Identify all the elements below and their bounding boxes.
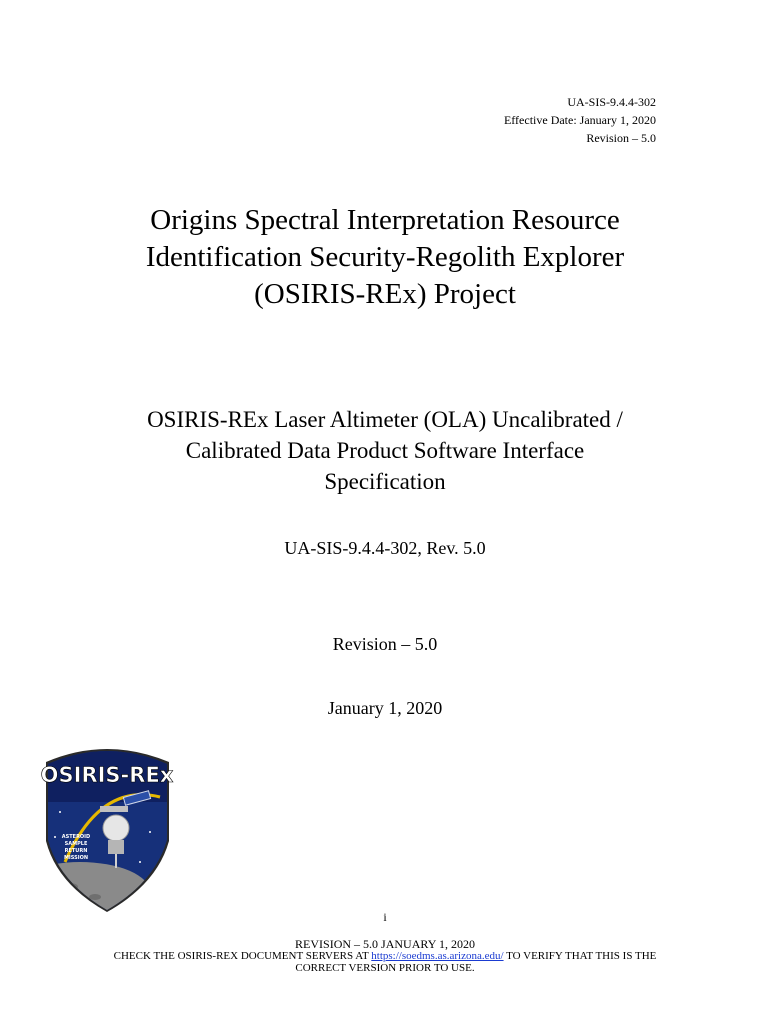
title-line-1: Origins Spectral Interpretation Resource: [150, 204, 620, 236]
header-effective-date: Effective Date: January 1, 2020: [503, 113, 656, 127]
revision-label: Revision – 5.0: [332, 634, 438, 654]
title-line-3: (OSIRIS-REx) Project: [254, 278, 516, 310]
logo-title: OSIRIS-REx: [40, 763, 174, 787]
logo-mission-line-1: ASTEROID: [61, 834, 91, 840]
footer-revision-line: REVISION – 5.0 JANUARY 1, 2020: [295, 937, 475, 951]
document-number: UA-SIS-9.4.4-302, Rev. 5.0: [284, 538, 486, 558]
footer-check-line: [0, 950, 770, 962]
logo-mission-line-3: RETURN: [64, 848, 88, 854]
footer-check-prefix: CHECK THE OSIRIS-REX DOCUMENT SERVERS AT: [113, 950, 372, 962]
osiris-rex-mission-logo: [40, 742, 175, 912]
document-title: [0, 202, 770, 313]
document-date: January 1, 2020: [327, 698, 443, 718]
logo-mission-line-4: MISSION: [63, 855, 89, 861]
logo-mission-line-2: SAMPLE: [64, 841, 88, 847]
page-footer: [0, 938, 770, 974]
footer-check-suffix: TO VERIFY THAT THIS IS THE: [503, 950, 657, 962]
page-number: i: [383, 910, 387, 924]
subtitle-line-2: Calibrated Data Product Software Interface: [185, 438, 585, 463]
document-subtitle: [0, 404, 770, 497]
header-revision: Revision – 5.0: [586, 131, 656, 145]
footer-verify-line: CORRECT VERSION PRIOR TO USE.: [295, 962, 475, 974]
document-server-link[interactable]: https://soedms.as.arizona.edu/: [371, 950, 504, 962]
subtitle-line-1: OSIRIS-REx Laser Altimeter (OLA) Uncalibrated /: [147, 407, 623, 432]
header-doc-id: UA-SIS-9.4.4-302: [567, 95, 656, 109]
document-header: [504, 93, 656, 147]
subtitle-line-3: Specification: [324, 469, 446, 494]
title-line-2: Identification Security-Regolith Explorer: [145, 241, 625, 273]
